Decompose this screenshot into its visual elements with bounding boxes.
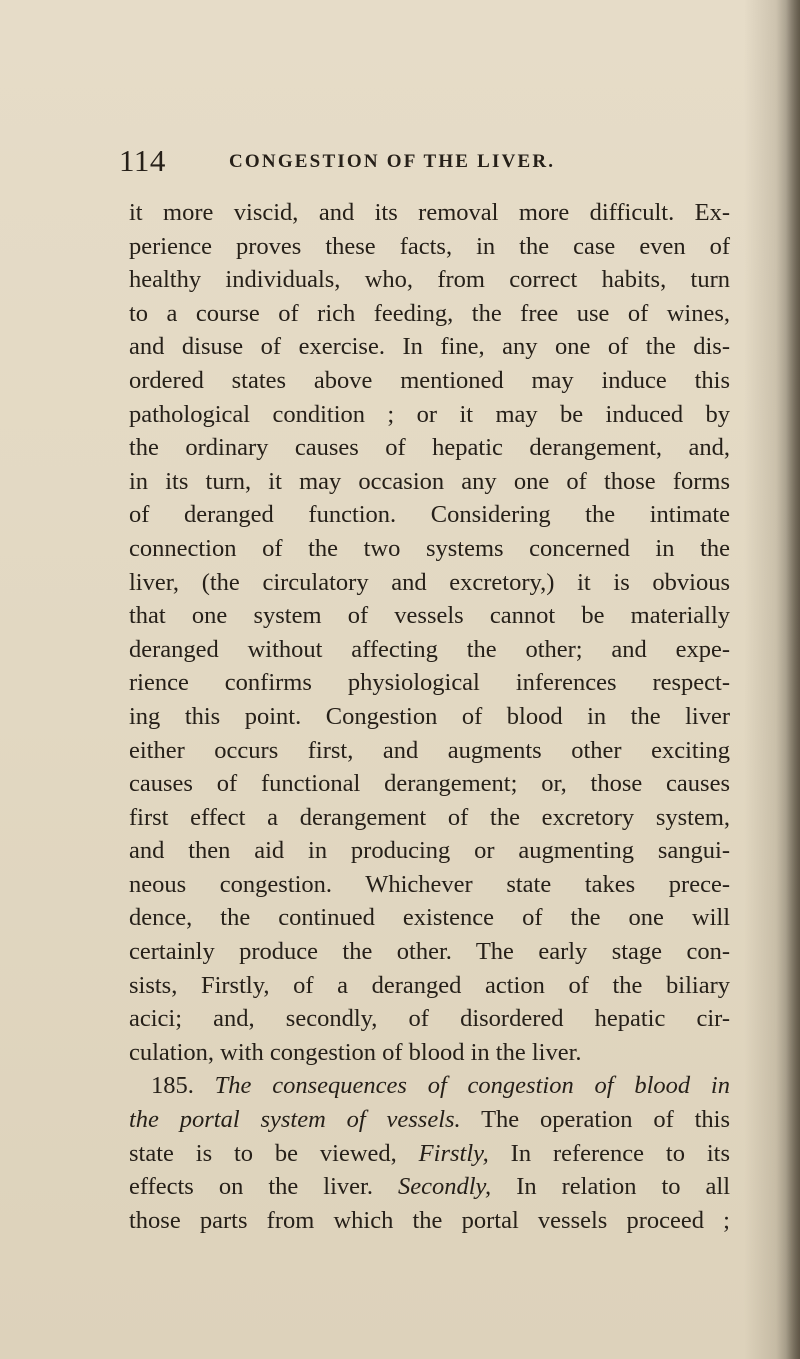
section-line-3-start: state is to be viewed, (129, 1139, 397, 1167)
text-line-19: first effect a derangement of the excretory system, (129, 803, 730, 831)
running-head: CONGESTION OF THE LIVER. (229, 151, 556, 172)
text-line-11: connection of the two systems concerned in the (129, 534, 730, 562)
text-line-20: and then aid in producing or augmenting sangui- (129, 837, 730, 865)
section-number: 185. (151, 1072, 194, 1100)
firstly-word: Firstly, (418, 1139, 489, 1167)
section-title-part-1: The consequences of congestion of blood in (214, 1072, 730, 1100)
text-line-3: healthy individuals, who, from correct habits, turn (129, 266, 730, 294)
text-line-25: acici; and, secondly, of disordered hepatic cir- (129, 1005, 730, 1033)
section-line-4-rest: In relation to all (516, 1173, 731, 1201)
text-line-1: it more viscid, and its removal more difficult. Ex- (129, 199, 730, 226)
section-line-4-start: effects on the liver. (129, 1173, 373, 1201)
secondly-word: Secondly, (397, 1173, 492, 1201)
text-line-23: certainly produce the other. The early stage con- (129, 938, 730, 966)
text-line-16: ing this point. Congestion of blood in the liver (129, 702, 730, 730)
text-line-6: ordered states above mentioned may induce this (129, 366, 730, 394)
text-line-24: sists, Firstly, of a deranged action of the biliary (129, 971, 730, 999)
section-185-line-2 (129, 1103, 730, 1137)
text-line-7: pathological condition ; or it may be induced by (129, 400, 730, 428)
section-185-line-5: those parts from which the portal vessels proceed ; (129, 1206, 730, 1234)
text-line-14: deranged without affecting the other; and expe- (129, 635, 730, 663)
text-line-21: neous congestion. Whichever state takes prece- (129, 870, 730, 898)
page-edge-shadow (786, 0, 800, 1359)
section-185-line-3 (129, 1137, 730, 1171)
text-line-17: either occurs first, and augments other exciting (129, 736, 730, 764)
section-text-after-title: The operation of this (481, 1106, 730, 1134)
text-line-26: culation, with congestion of blood in the liver. (129, 1038, 582, 1066)
text-line-18: causes of functional derangement; or, those causes (129, 770, 730, 798)
section-185-line-4 (129, 1170, 730, 1204)
text-line-13: that one system of vessels cannot be materially (129, 602, 730, 630)
section-185-heading-line (129, 1069, 730, 1103)
section-line-3-rest: In reference to its (510, 1139, 730, 1167)
body-text (129, 196, 730, 1237)
text-line-2: perience proves these facts, in the case even of (129, 232, 730, 260)
text-line-10: of deranged function. Considering the intimate (129, 501, 730, 529)
section-title-part-2: the portal system of vessels. (129, 1106, 461, 1134)
text-line-12: liver, (the circulatory and excretory,) it is obvious (129, 568, 730, 596)
text-line-22: dence, the continued existence of the one will (129, 904, 730, 932)
page-number: 114 (119, 143, 166, 178)
text-line-8: the ordinary causes of hepatic derangement, and, (129, 434, 730, 462)
text-line-9: in its turn, it may occasion any one of those forms (129, 467, 730, 495)
page-header (119, 143, 639, 178)
text-line-15: rience confirms physiological inferences respect- (129, 669, 730, 697)
text-line-5: and disuse of exercise. In fine, any one of the dis- (129, 333, 730, 361)
text-line-4: to a course of rich feeding, the free use of wines, (129, 299, 730, 327)
